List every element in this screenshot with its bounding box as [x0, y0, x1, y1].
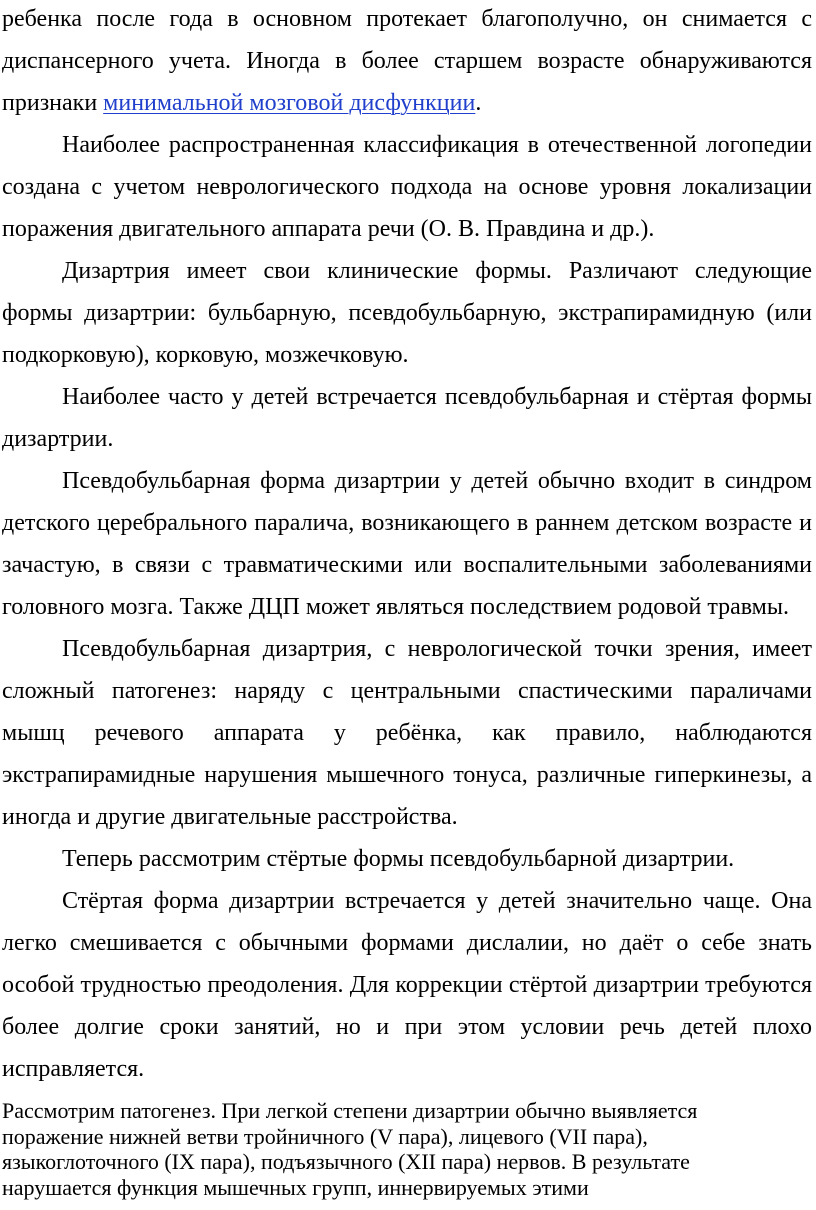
paragraph-continuation: [2, 0, 812, 124]
paragraph-text-end: .: [475, 90, 482, 116]
paragraph-clinical-forms: Дизартрия имеет свои клинические формы. Различают следующие формы дизартрии: бульбарную, псевдобульбарную, экстрапирамидную (или подкорковую), корковую, мозжечковую.: [2, 258, 812, 368]
paragraph-text: ребенка после года в основном протекает благополучно, он снимается с диспансерного учета. Иногда в более старшем возрасте обнаруживаются признаки: [2, 6, 812, 116]
paragraph-pathogenesis: Рассмотрим патогенез. При легкой степени дизартрии обычно выявляется поражение нижней ветви тройничного (V пара), лицевого (VII пара), языкоглоточного (IX пара), подъязычного (XII пара) нервов. В результате нарушается функция мышечных групп, иннервируемых этими: [2, 1098, 698, 1200]
paragraph-erased-form: Стёртая форма дизартрии встречается у детей значительно чаще. Она легко смешивается с обычными формами дислалии, но даёт о себе знать особой трудностью преодоления. Для коррекции стёртой дизартрии требуются более долгие сроки занятий, но и при этом условии речь детей плохо исправляется.: [2, 888, 812, 1082]
paragraph-classification: Наиболее распространенная классификация в отечественной логопедии создана с учетом неврологического подхода на основе уровня локализации поражения двигательного аппарата речи (О. В. Правдина и др.).: [2, 132, 812, 242]
paragraph-pseudobulbar-cp: Псевдобульбарная форма дизартрии у детей обычно входит в синдром детского церебрального паралича, возникающего в раннем детском возрасте и зачастую, в связи с травматическими или воспалительными заболеваниями головного мозга. Также ДЦП может являться последствием родовой травмы.: [2, 468, 812, 620]
link-minimal-brain-dysfunction[interactable]: минимальной мозговой дисфункции: [103, 90, 476, 116]
paragraph-common-forms: Наиболее часто у детей встречается псевдобульбарная и стёртая формы дизартрии.: [2, 384, 812, 452]
paragraph-pseudobulbar-pathogenesis: Псевдобульбарная дизартрия, с неврологической точки зрения, имеет сложный патогенез: наряду с центральными спастическими параличами мышц речевого аппарата у ребёнка, как правило, наблюдаются экстрапирамидные нарушения мышечного тонуса, различные гиперкинезы, а иногда и другие двигательные расстройства.: [2, 636, 812, 830]
paragraph-erased-forms-intro: Теперь рассмотрим стёртые формы псевдобульбарной дизартрии.: [62, 846, 735, 872]
